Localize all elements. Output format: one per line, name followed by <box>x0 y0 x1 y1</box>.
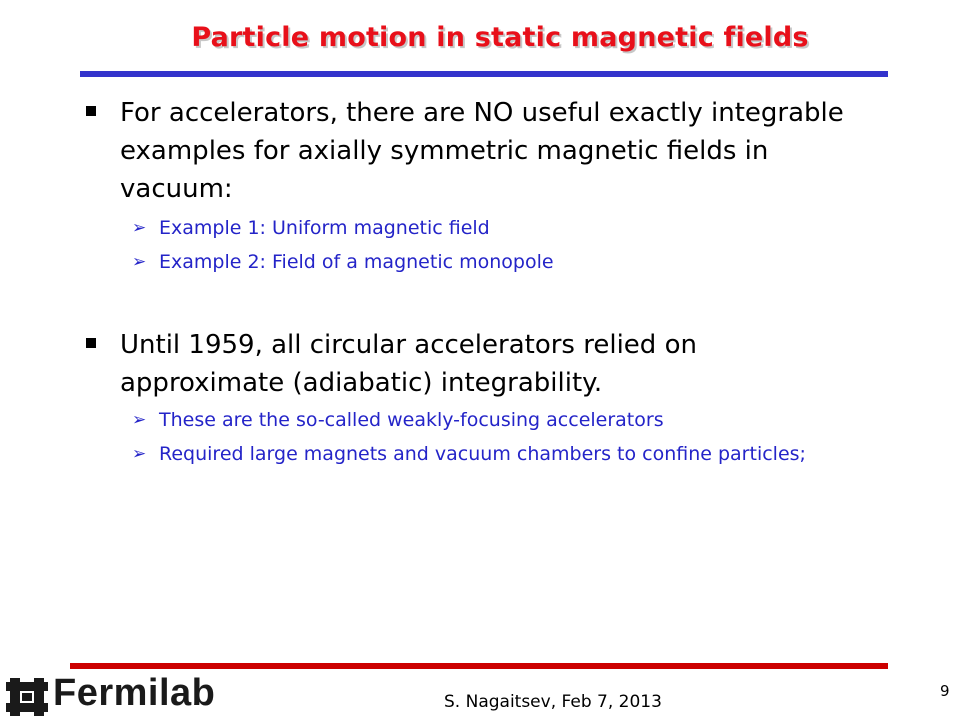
fermilab-logo <box>6 672 216 716</box>
logo-wordmark: Fermilab <box>53 672 216 714</box>
sub-bullet-text: Example 1: Uniform magnetic field <box>159 217 490 239</box>
page-number: 9 <box>940 682 950 700</box>
arrowhead-bullet-icon: ➢ <box>132 252 147 272</box>
footer-author: S. Nagaitsev, Feb 7, 2013 <box>444 692 662 712</box>
arrowhead-bullet-icon: ➢ <box>132 218 147 238</box>
bullet-block-1 <box>86 94 866 276</box>
bullet-item <box>86 94 866 208</box>
bullet-text: For accelerators, there are NO useful exactly integrable examples for axially symmetric magnetic fields in vacuum: <box>120 98 844 204</box>
title-underline <box>80 71 888 77</box>
sub-bullet-item <box>86 214 866 242</box>
footer-rule <box>70 663 888 669</box>
sub-bullet-item <box>86 248 866 276</box>
fermilab-logo-icon <box>6 676 48 718</box>
slide-title: Particle motion in static magnetic fields <box>191 22 809 53</box>
bullet-text: Until 1959, all circular accelerators relied on approximate (adiabatic) integrability. <box>120 330 697 398</box>
sub-bullet-text: Example 2: Field of a magnetic monopole <box>159 251 554 273</box>
bullet-item <box>86 326 866 402</box>
square-bullet-icon <box>86 338 96 348</box>
arrowhead-bullet-icon: ➢ <box>132 444 147 464</box>
square-bullet-icon <box>86 106 96 116</box>
sub-bullet-text: These are the so-called weakly-focusing accelerators <box>159 409 664 431</box>
arrowhead-bullet-icon: ➢ <box>132 410 147 430</box>
sub-bullet-text: Required large magnets and vacuum chambers to confine particles; <box>159 443 806 465</box>
sub-bullet-item <box>86 406 866 434</box>
sub-bullet-item <box>86 440 866 468</box>
bullet-block-2 <box>86 326 866 468</box>
